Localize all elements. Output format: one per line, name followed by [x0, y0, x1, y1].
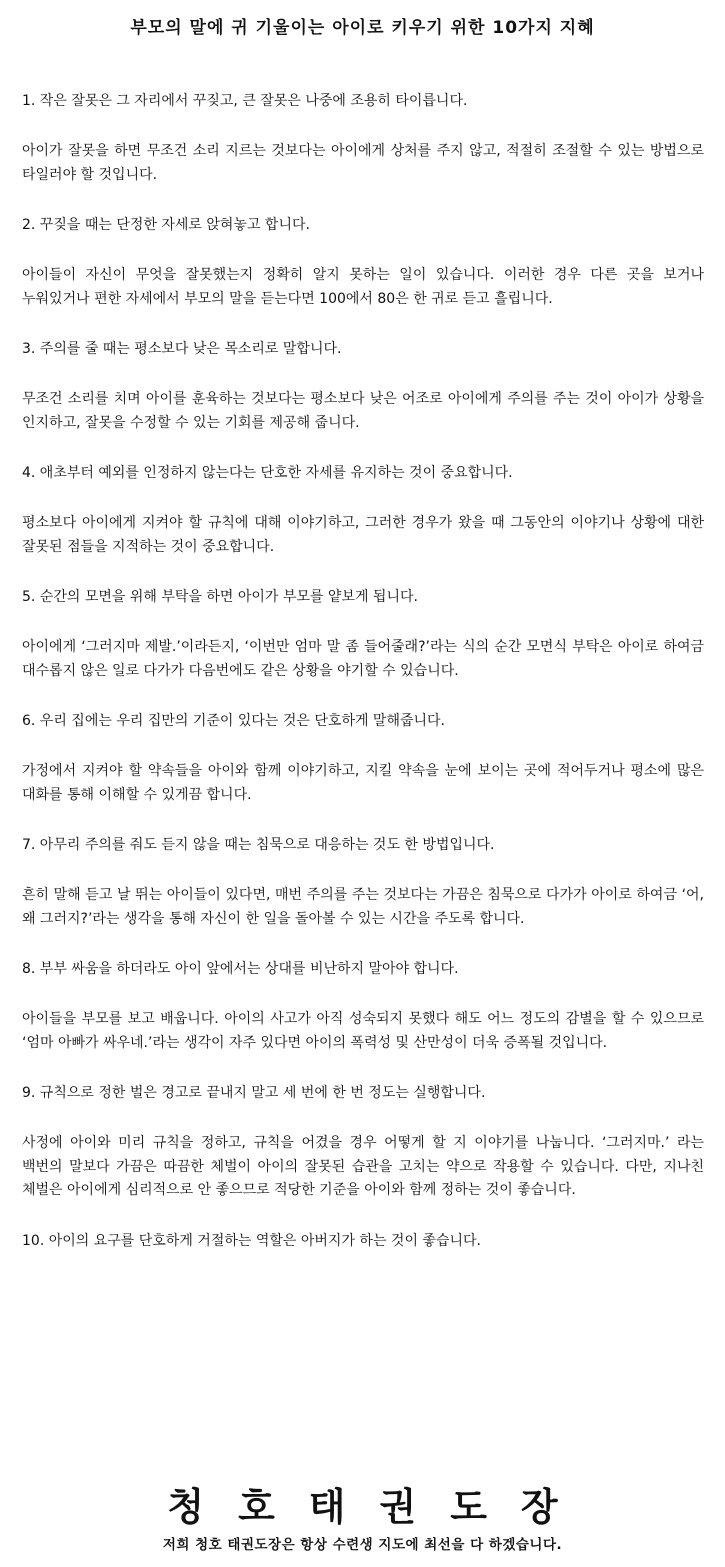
tip-body: 아이에게 ‘그러지마 제발.’이라든지, ‘이번만 엄마 말 좀 들어줄래?’라는 식의 순간 모면식 부탁은 아이로 하여금 대수롭지 않은 일로 다가가 다음번에도 같은 상황을 야기할 수 있습니다. — [22, 639, 704, 679]
tip-heading: 8. 부부 싸움을 하더라도 아이 앞에서는 상대를 비난하지 말아야 합니다. — [22, 961, 459, 977]
tip-section-6 — [22, 710, 704, 807]
footer-brand-name: 청호태권도장 — [167, 1484, 592, 1529]
tip-heading: 9. 규칙으로 정한 벌은 경고로 끝내지 말고 세 번에 한 번 정도는 실행합니다. — [22, 1085, 486, 1101]
tip-section-7 — [22, 834, 704, 931]
tip-heading: 5. 순간의 모면을 위해 부탁을 하면 아이가 부모를 얕보게 됩니다. — [22, 589, 418, 605]
tip-heading: 7. 아무리 주의를 줘도 듣지 않을 때는 침묵으로 대응하는 것도 한 방법입니다. — [22, 837, 495, 853]
tip-body: 평소보다 아이에게 지켜야 할 규칙에 대해 이야기하고, 그러한 경우가 왔을 때 그동안의 이야기나 상황에 대한 잘못된 점들을 지적하는 것이 중요합니다. — [22, 515, 704, 555]
tip-section-1 — [22, 90, 704, 187]
tip-section-8 — [22, 958, 704, 1055]
tip-body: 사정에 아이와 미리 규칙을 정하고, 규칙을 어겼을 경우 어떻게 할 지 이야기를 나눕니다. ‘그러지마.’ 라는 백번의 말보다 가끔은 따끔한 체벌이 아이의 잘못된 습관을 고치는 약으로 작용할 수 있습니다. 다만, 지나친 체벌은 아이에게 심리적으로 안 좋으므로 적당한 기준을 아이와 함께 정하는 것이 좋습니다. — [22, 1135, 704, 1198]
tip-section-5 — [22, 586, 704, 683]
footer-slogan: 저희 청호 태권도장은 항상 수련생 지도에 최선을 다 하겠습니다. — [162, 1537, 563, 1553]
document-title: 부모의 말에 귀 기울이는 아이로 키우기 위한 10가지 지혜 — [130, 18, 595, 38]
tip-section-2 — [22, 214, 704, 311]
tip-section-4 — [22, 462, 704, 559]
tip-heading: 2. 꾸짖을 때는 단정한 자세로 앉혀놓고 합니다. — [22, 217, 310, 233]
tip-section-10 — [22, 1230, 704, 1253]
tip-body: 가정에서 지켜야 할 약속들을 아이와 함께 이야기하고, 지킬 약속을 눈에 보이는 곳에 적어두거나 평소에 많은 대화를 통해 이해할 수 있게끔 합니다. — [22, 763, 704, 803]
tip-heading: 1. 작은 잘못은 그 자리에서 꾸짖고, 큰 잘못은 나중에 조용히 타이릅니다. — [22, 93, 468, 109]
tip-body: 아이가 잘못을 하면 무조건 소리 지르는 것보다는 아이에게 상처를 주지 않고, 적절히 조절할 수 있는 방법으로 타일러야 할 것입니다. — [22, 143, 704, 183]
document-content — [22, 90, 704, 1280]
tip-section-3 — [22, 338, 704, 435]
tip-heading: 4. 애초부터 예외를 인정하지 않는다는 단호한 자세를 유지하는 것이 중요합니다. — [22, 465, 513, 481]
tip-body: 아이들을 부모를 보고 배웁니다. 아이의 사고가 아직 성숙되지 못했다 해도 어느 정도의 감별을 할 수 있으므로 ‘엄마 아빠가 싸우네.’라는 생각이 자주 있다면 아이의 폭력성 및 산만성이 더욱 증폭될 것입니다. — [22, 1011, 704, 1051]
tip-heading: 3. 주의를 줄 때는 평소보다 낮은 목소리로 말합니다. — [22, 341, 342, 357]
tip-heading: 10. 아이의 요구를 단호하게 거절하는 역할은 아버지가 하는 것이 좋습니다. — [22, 1232, 481, 1249]
tip-heading: 6. 우리 집에는 우리 집만의 기준이 있다는 것은 단호하게 말해줍니다. — [22, 713, 446, 729]
tip-section-9 — [22, 1082, 704, 1203]
tip-body: 아이들이 자신이 무엇을 잘못했는지 정확히 알지 못하는 일이 있습니다. 이러한 경우 다른 곳을 보거나 누워있거나 편한 자세에서 부모의 말을 듣는다면 100에서 80은 한 귀로 듣고 흘립니다. — [22, 267, 704, 307]
tip-body: 흔히 말해 듣고 날 뛰는 아이들이 있다면, 매번 주의를 주는 것보다는 가끔은 침묵으로 다가가 아이로 하여금 ‘어, 왜 그러지?’라는 생각을 통해 자신이 한 일을 돌아볼 수 있는 시간을 주도록 합니다. — [22, 887, 704, 927]
tip-body: 무조건 소리를 치며 아이를 훈육하는 것보다는 평소보다 낮은 어조로 아이에게 주의를 주는 것이 아이가 상황을 인지하고, 잘못을 수정할 수 있는 기회를 제공해 줍니다. — [22, 391, 704, 431]
